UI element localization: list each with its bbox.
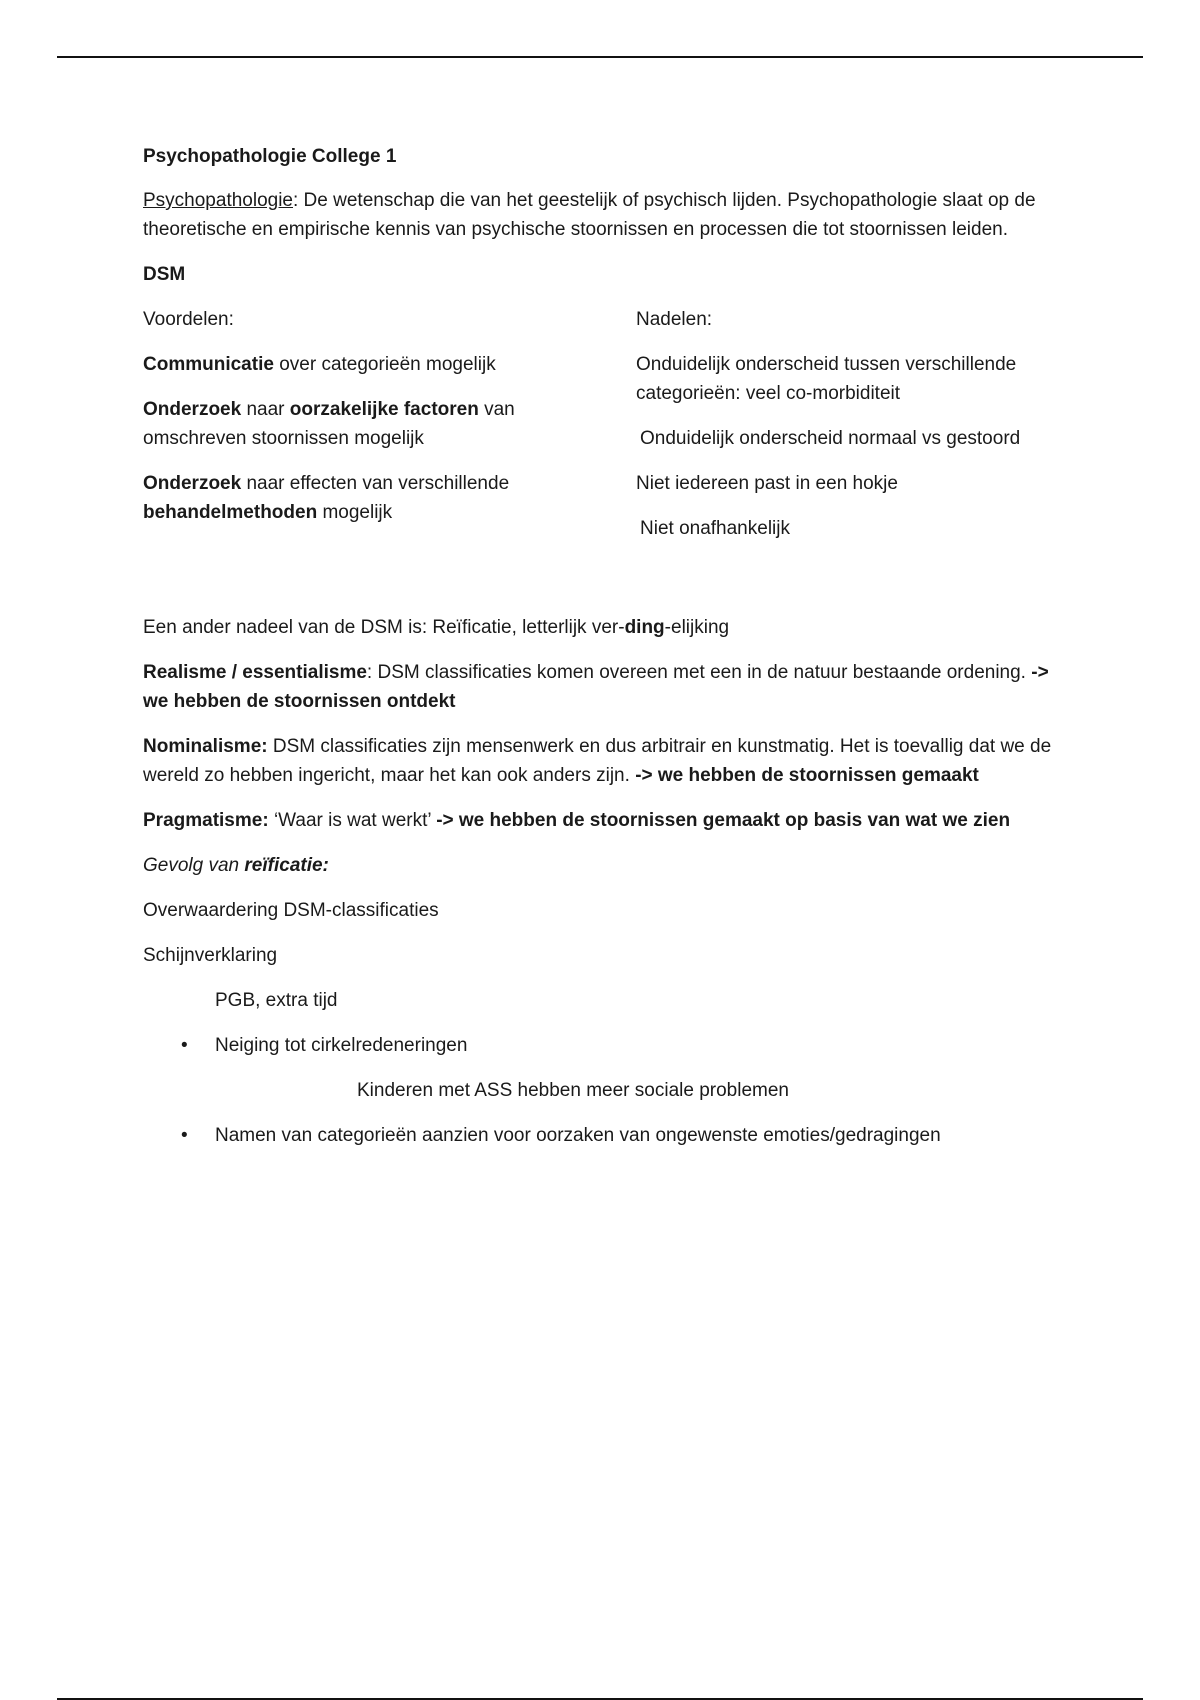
- bullet-item: [143, 1121, 1063, 1150]
- pragmatisme-conclusion: -> we hebben de stoornissen gemaakt op basis van wat we zien: [436, 810, 1011, 831]
- reificatie-text: Een ander nadeel van de DSM is: Reïficatie, letterlijk ver-: [143, 617, 625, 638]
- reificatie-paragraph: [143, 613, 1063, 642]
- bullet-text: Namen van categorieën aanzien voor oorzaken van ongewenste emoties/gedragingen: [215, 1125, 941, 1146]
- overwaardering-line: Overwaardering DSM-classificaties: [143, 900, 439, 921]
- voordeel-bold: Onderzoek: [143, 473, 242, 494]
- nominalisme-conclusion: -> we hebben de stoornissen gemaakt: [635, 765, 979, 786]
- voordeel-bold: Communicatie: [143, 354, 274, 375]
- voordeel-text: over categorieën mogelijk: [273, 354, 496, 375]
- page-top-rule: [57, 56, 1143, 58]
- realisme-text: : DSM classificaties komen overeen met een in de natuur bestaande ordening.: [366, 662, 1032, 683]
- pgb-line: PGB, extra tijd: [215, 990, 338, 1011]
- pragmatisme-paragraph: [143, 806, 1063, 835]
- nominalisme-term: Nominalisme:: [143, 736, 268, 757]
- nominalisme-paragraph: [143, 732, 1063, 790]
- voordeel-text: mogelijk: [317, 502, 393, 523]
- ass-line: Kinderen met ASS hebben meer sociale problemen: [357, 1080, 789, 1101]
- voordeel-text: naar effecten van verschillende: [241, 473, 510, 494]
- realisme-paragraph: [143, 658, 1063, 716]
- gevolg-heading: [143, 851, 1063, 880]
- definition-paragraph: [143, 186, 1063, 244]
- realisme-term: Realisme / essentialisme: [143, 662, 367, 683]
- nadeel-item: Onduidelijk onderscheid normaal vs gestoord: [640, 428, 1021, 449]
- bullet-icon: •: [181, 1035, 188, 1056]
- definition-text: : De wetenschap die van het geestelijk of psychisch lijden. Psychopathologie slaat op de theoretische en empirische kennis van psychische stoornissen en processen die tot stoornissen leiden.: [143, 190, 1036, 240]
- voordeel-bold: behandelmethoden: [143, 502, 318, 523]
- reificatie-text: -elijking: [664, 617, 730, 638]
- bullet-item: [143, 1031, 1063, 1060]
- voordeel-item: [143, 469, 563, 527]
- nadelen-column: [636, 305, 1066, 559]
- nadeel-item: Niet iedereen past in een hokje: [636, 473, 898, 494]
- nominalisme-text: DSM classificaties zijn mensenwerk en dus arbitrair en kunstmatig. Het is toevallig dat we de wereld zo hebben ingericht, maar het kan ook anders zijn.: [143, 736, 1052, 786]
- nadeel-item: Niet onafhankelijk: [640, 518, 790, 539]
- gevolg-bold: reïficatie:: [244, 855, 329, 876]
- dsm-heading: DSM: [143, 264, 186, 285]
- reificatie-bold: ding: [624, 617, 665, 638]
- schijnverklaring-line: Schijnverklaring: [143, 945, 278, 966]
- nadeel-item: Onduidelijk onderscheid tussen verschillende categorieën: veel co-morbiditeit: [636, 354, 1017, 404]
- voordeel-bold: oorzakelijke factoren: [289, 399, 479, 420]
- voordelen-heading: Voordelen:: [143, 309, 234, 330]
- voordelen-column: [143, 305, 563, 543]
- document-title: Psychopathologie College 1: [143, 146, 397, 167]
- pragmatisme-text: ‘Waar is wat werkt’: [268, 810, 437, 831]
- pragmatisme-term: Pragmatisme:: [143, 810, 269, 831]
- nadelen-heading: Nadelen:: [636, 309, 713, 330]
- document-body: [143, 142, 1063, 1166]
- pros-cons-columns: [143, 305, 1063, 575]
- gevolg-text: Gevolg van: [143, 855, 245, 876]
- voordeel-text: naar: [241, 399, 290, 420]
- bullet-text: Neiging tot cirkelredeneringen: [215, 1035, 468, 1056]
- definition-term: Psychopathologie: [143, 190, 293, 211]
- voordeel-bold: Onderzoek: [143, 399, 242, 420]
- voordeel-text: van omschreven stoornissen mogelijk: [143, 399, 515, 449]
- realisme-conclusion: -> we hebben de stoornissen ontdekt: [143, 662, 1049, 712]
- voordeel-item: [143, 350, 563, 379]
- bullet-icon: •: [181, 1125, 188, 1146]
- voordeel-item: [143, 395, 563, 453]
